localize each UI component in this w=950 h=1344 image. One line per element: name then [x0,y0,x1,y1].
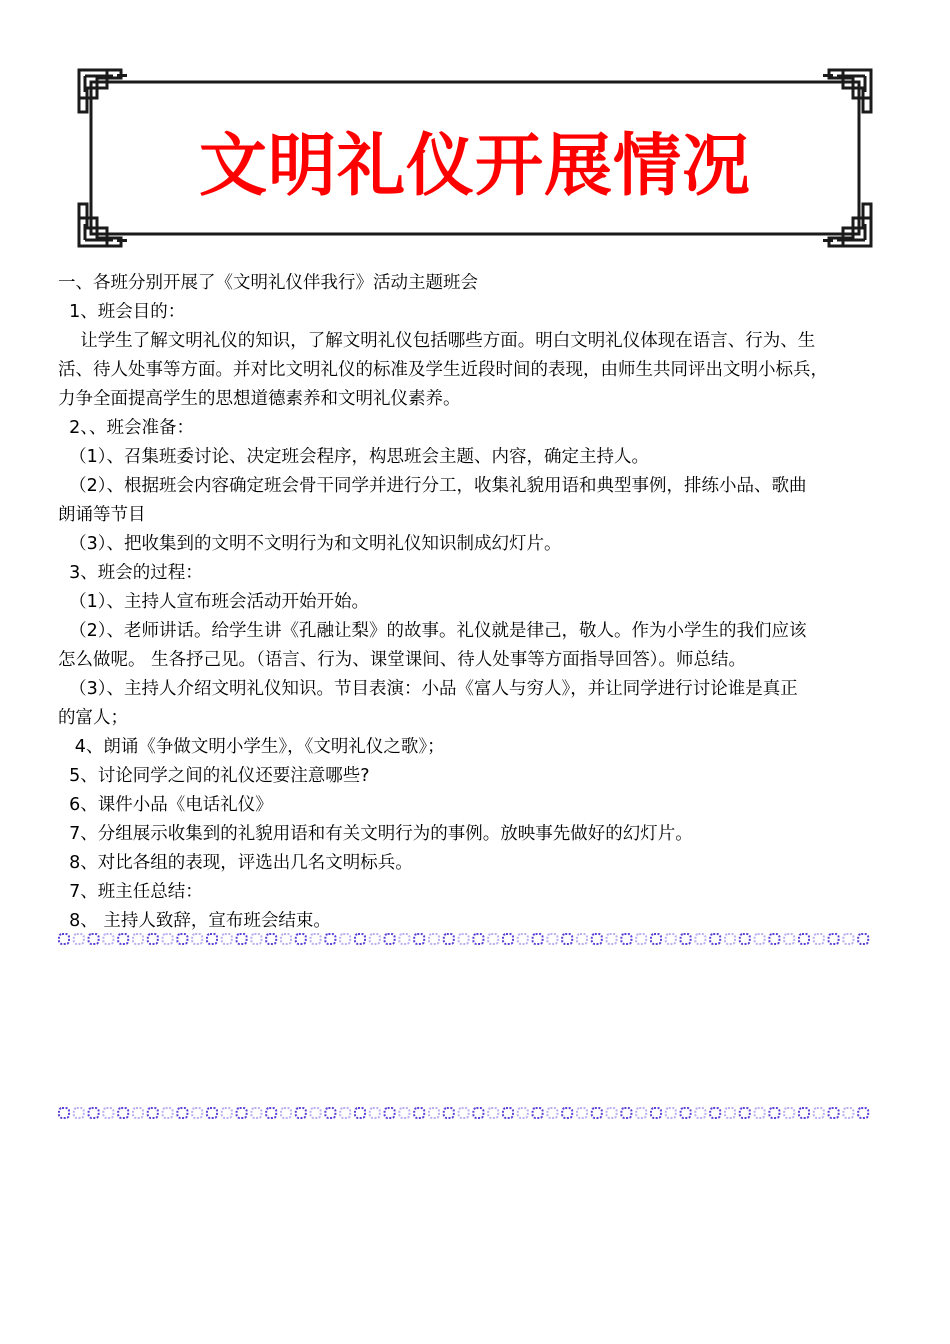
text-line: （1）、主持人宣布班会活动开始开始。 [58,592,370,612]
text-line: （2）、老师讲话。给学生讲《孔融让梨》的故事。礼仪就是律己，敬人。作为小学生的我们应该 [58,621,807,641]
text-line: 8、 主持人致辞，宣布班会结束。 [58,911,331,931]
text-line: 8、对比各组的表现，评选出几名文明标兵。 [58,853,413,873]
document-body [58,269,894,936]
text-line: （3）、主持人介绍文明礼仪知识。节目表演：小品《富人与穷人》，并让同学进行讨论谁是真正 [58,679,798,699]
text-line: 让学生了解文明礼仪的知识，了解文明礼仪包括哪些方面。明白文明礼仪体现在语言、行为、生 [58,331,816,351]
text-line: 2、、班会准备： [58,418,195,438]
text-line: 7、分组展示收集到的礼貌用语和有关文明行为的事例。放映事先做好的幻灯片。 [58,824,693,844]
text-line: 7、班主任总结： [58,882,203,902]
text-line: （3）、把收集到的文明不文明行为和文明礼仪知识制成幻灯片。 [58,534,562,554]
title-frame [77,68,873,248]
text-line: 力争全面提高学生的思想道德素养和文明礼仪素养。 [58,389,461,409]
page-title: 文明礼仪开展情况 [198,126,751,206]
decorative-divider-top [58,930,872,948]
text-line: （1）、召集班委讨论、决定班会程序，构思班会主题、内容，确定主持人。 [58,447,650,467]
text-line: 5、讨论同学之间的礼仪还要注意哪些? [58,766,370,786]
text-line: 的富人； [58,708,128,728]
text-line: 6、课件小品《电话礼仪》 [58,795,273,815]
text-line: 怎么做呢。 生各抒己见。（语言、行为、课堂课间、待人处事等方面指导回答）。师总结。 [58,650,747,670]
text-line: （2）、根据班会内容确定班会骨干同学并进行分工，收集礼貌用语和典型事例，排练小品、歌曲 [58,476,807,496]
text-line: 朗诵等节目 [58,505,146,525]
decorative-divider-bottom [58,1104,872,1122]
text-line: 活、待人处事等方面。并对比文明礼仪的标准及学生近段时间的表现，由师生共同评出文明小标兵， [58,360,828,380]
text-line: 1、班会目的： [58,302,186,322]
text-line: 3、班会的过程： [58,563,203,583]
text-line: 4、朗诵《争做文明小学生》，《文明礼仪之歌》； [58,737,445,757]
text-line: 一、各班分别开展了《文明礼仪伴我行》活动主题班会 [58,273,478,293]
